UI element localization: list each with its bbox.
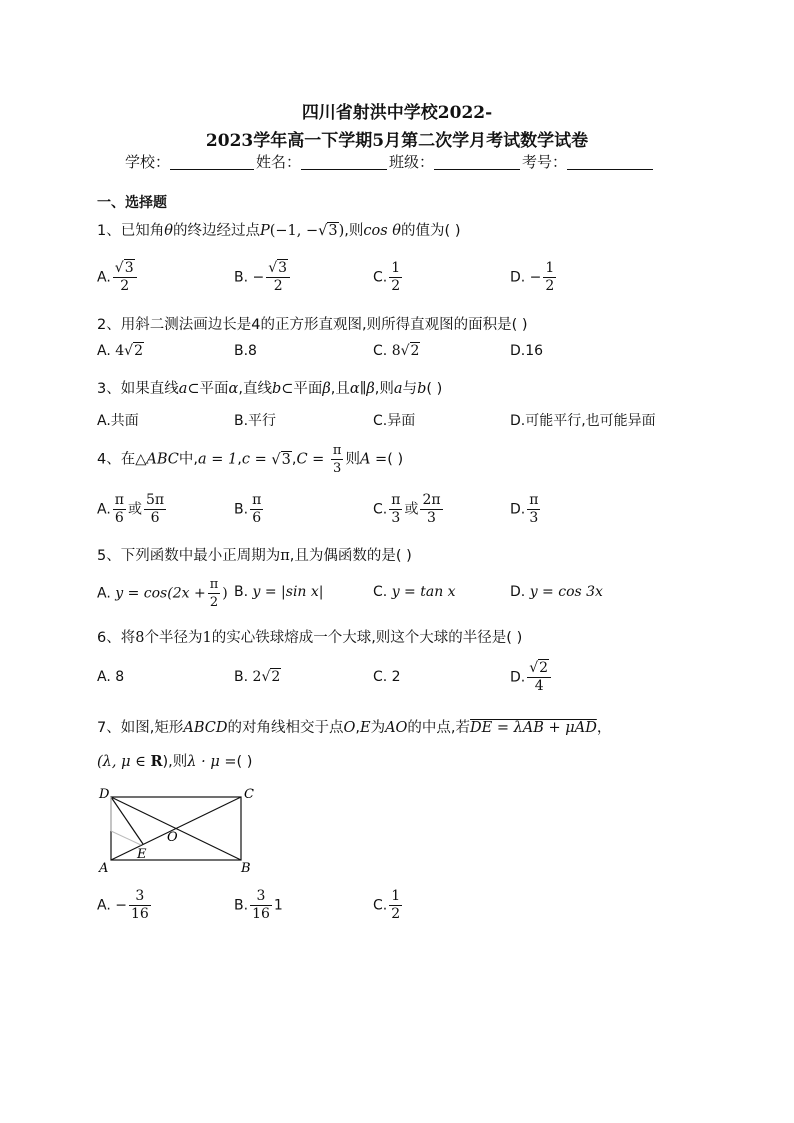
q6-option-d[interactable]: D. $\frac{√2}{4}$ bbox=[510, 660, 553, 695]
q5-option-d[interactable]: D. y = cos 3x bbox=[510, 584, 603, 600]
label-b: B bbox=[241, 861, 251, 875]
label-c: C bbox=[244, 787, 254, 802]
q3-option-c[interactable]: C.异面 bbox=[373, 413, 416, 429]
q4-option-d[interactable]: D. $\frac{\pi}{3}$ bbox=[510, 492, 539, 526]
section-heading: 一、选择题 bbox=[97, 195, 167, 211]
question-1: 1、已知角θ的终边经过点P(−1, −√3),则cos θ的值为( ) bbox=[97, 223, 461, 239]
q1-option-a[interactable]: A. $\frac{√3}{2}$ bbox=[97, 260, 139, 295]
class-blank[interactable] bbox=[434, 153, 520, 170]
number-label: 考号： bbox=[522, 153, 568, 171]
vector-equation: DE = λAB + μAD bbox=[470, 720, 597, 736]
name-blank[interactable] bbox=[301, 153, 387, 170]
question-4: 4、在△ABC中,a = 1,c = √3,C = $\frac{\pi}{3}$ 则A =( ) bbox=[97, 443, 404, 476]
label-o: O bbox=[167, 830, 178, 845]
q4-option-b[interactable]: B. $\frac{\pi}{6}$ bbox=[234, 492, 262, 526]
q4-option-a[interactable]: A. $\frac{\pi}{6}$ 或 $\frac{5\pi}{6}$ bbox=[97, 492, 165, 526]
label-e: E bbox=[137, 847, 147, 862]
q7-option-c[interactable]: C. $\frac{1}{2}$ bbox=[373, 888, 401, 922]
school-label: 学校： bbox=[125, 153, 171, 171]
q5-option-a[interactable]: A. y = cos(2x + $\frac{\pi}{2}$ ) bbox=[97, 577, 228, 610]
rectangle-figure bbox=[95, 783, 265, 875]
q5-option-b[interactable]: B. y = |sin x| bbox=[234, 584, 324, 600]
title-line-1: 四川省射洪中学校2022- bbox=[301, 103, 493, 123]
question-2: 2、用斜二测法画边长是4的正方形直观图,则所得直观图的面积是( ) bbox=[97, 317, 528, 333]
student-info-row bbox=[125, 151, 655, 172]
number-blank[interactable] bbox=[567, 153, 653, 170]
q2-option-a[interactable]: A. 4√2 bbox=[97, 343, 143, 359]
q2-option-d[interactable]: D.16 bbox=[510, 343, 544, 359]
title-line-2: 2023学年高一下学期5月第二次学月考试数学试卷 bbox=[205, 131, 589, 151]
class-label: 班级： bbox=[389, 153, 435, 171]
label-d: D bbox=[99, 787, 110, 802]
q5-option-c[interactable]: C. y = tan x bbox=[373, 584, 456, 600]
label-a: A bbox=[99, 861, 109, 875]
school-blank[interactable] bbox=[170, 153, 254, 170]
q1-option-d[interactable]: D. − $\frac{1}{2}$ bbox=[510, 260, 555, 294]
q6-option-b[interactable]: B. 2√2 bbox=[234, 669, 281, 685]
q6-option-c[interactable]: C. 2 bbox=[373, 669, 401, 685]
segment-de bbox=[111, 797, 143, 844]
q6-option-a[interactable]: A. 8 bbox=[97, 669, 125, 685]
question-6: 6、将8个半径为1的实心铁球熔成一个大球,则这个大球的半径是( ) bbox=[97, 630, 523, 646]
q1-option-c[interactable]: C. $\frac{1}{2}$ bbox=[373, 260, 401, 294]
name-label: 姓名： bbox=[256, 153, 302, 171]
q3-option-b[interactable]: B.平行 bbox=[234, 413, 277, 429]
question-7: 7、如图,矩形ABCD的对角线相交于点O,E为AO的中点,若DE = λAB + μAD， bbox=[97, 720, 612, 736]
q3-option-d[interactable]: D.可能平行,也可能异面 bbox=[510, 413, 656, 429]
q2-option-b[interactable]: B.8 bbox=[234, 343, 257, 359]
q4-option-c[interactable]: C. $\frac{\pi}{3}$ 或 $\frac{2\pi}{3}$ bbox=[373, 492, 441, 526]
q2-option-c[interactable]: C. 8√2 bbox=[373, 343, 420, 359]
q7-option-a[interactable]: A. − $\frac{3}{16}$ bbox=[97, 888, 149, 922]
q7-option-b[interactable]: B. $\frac{3}{16}$ 1 bbox=[234, 888, 283, 922]
q1-option-b[interactable]: B. − $\frac{√3}{2}$ bbox=[234, 260, 292, 295]
q3-option-a[interactable]: A.共面 bbox=[97, 413, 139, 429]
question-5: 5、下列函数中最小正周期为π,且为偶函数的是( ) bbox=[97, 548, 412, 564]
gray-line bbox=[111, 831, 141, 845]
question-3: 3、如果直线a⊂平面α,直线b⊂平面β,且α∥β,则a与b( ) bbox=[97, 381, 443, 397]
question-7-line-2: (λ, μ ∈ R),则λ · μ =( ) bbox=[97, 753, 253, 770]
